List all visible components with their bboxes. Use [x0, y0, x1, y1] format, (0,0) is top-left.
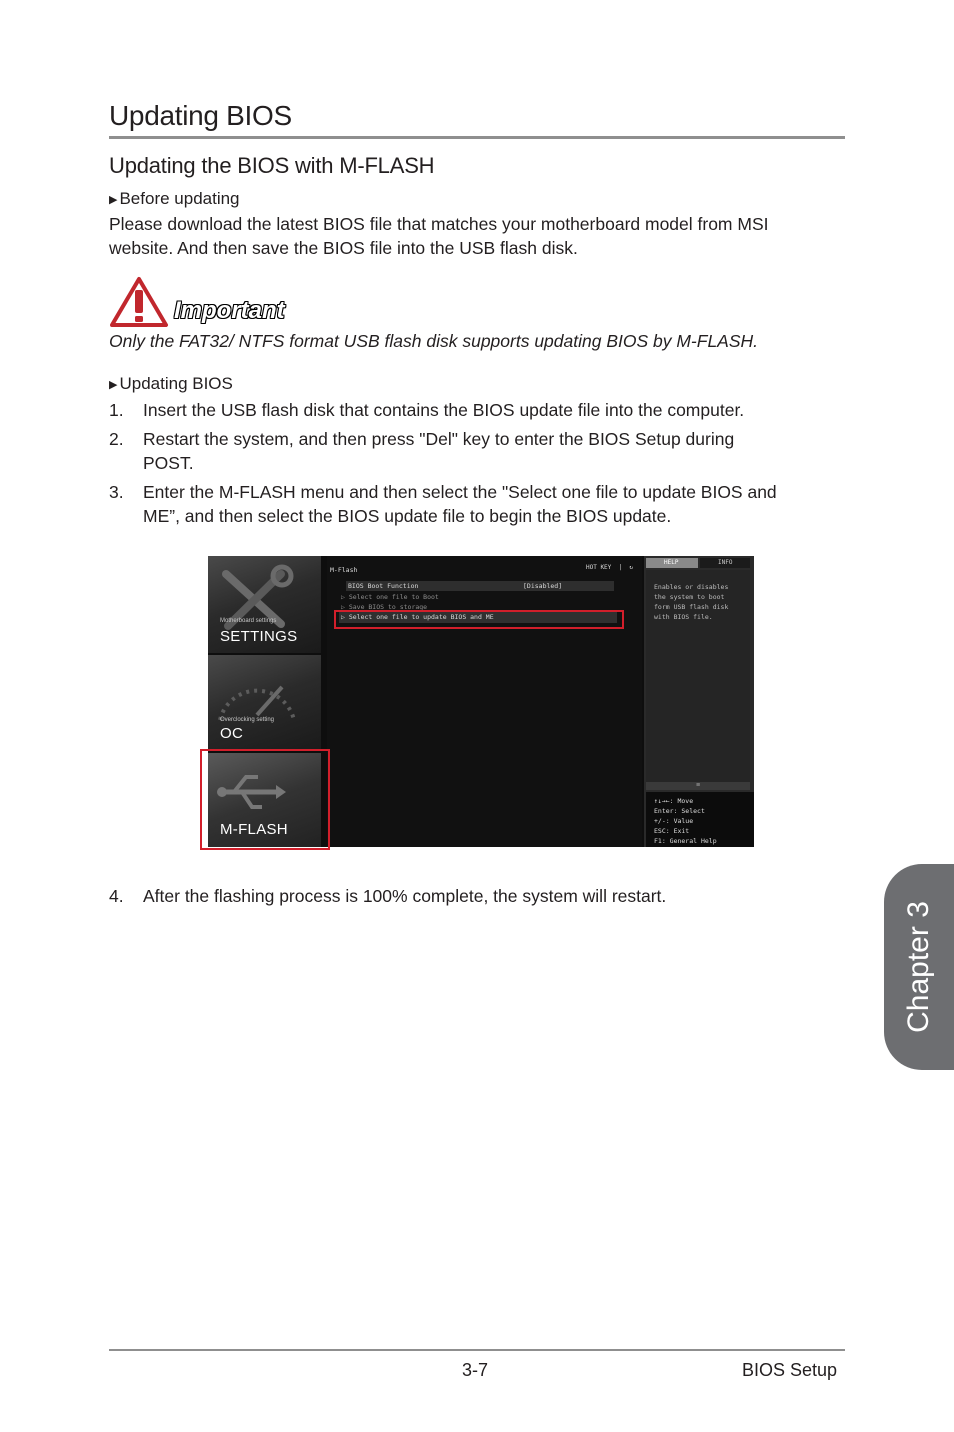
sidebar-item-oc — [208, 655, 321, 751]
help-panel — [644, 556, 754, 847]
menu-value: [Disabled] — [523, 582, 563, 590]
step-text-cont: ME”, and then select the BIOS update file to begin the BIOS update. — [143, 506, 672, 526]
menu-label: ▷ Select one file to update BIOS and ME — [341, 613, 494, 621]
sidebar-item-label: OC — [220, 725, 244, 742]
before-text-line1: Please download the latest BIOS file that matches your motherboard model from MSI — [109, 214, 769, 234]
before-updating-label: Before updating — [119, 189, 240, 208]
tab-help[interactable] — [646, 558, 698, 568]
sidebar-item-label: M-FLASH — [220, 821, 288, 838]
menu-label: BIOS Boot Function — [348, 582, 419, 590]
panel-title: M-Flash — [330, 566, 358, 574]
menu-row-select-boot[interactable]: ▷ Select one file to Boot — [341, 593, 439, 601]
key-legend — [646, 792, 754, 847]
important-note: Only the FAT32/ NTFS format USB flash disk supports updating BIOS by M-FLASH. — [109, 331, 759, 351]
sidebar-item-caption: Overclocking setting — [220, 717, 275, 723]
help-text-area — [646, 570, 750, 782]
chapter-tab — [884, 864, 954, 1070]
key-line: +/-: Value — [654, 817, 694, 825]
sidebar-item-caption: Motherboard settings — [220, 618, 277, 624]
step-number: 2. — [109, 429, 124, 449]
page-number: 3-7 — [462, 1360, 489, 1380]
step-text: Restart the system, and then press "Del" key to enter the BIOS Setup during — [143, 429, 735, 449]
step-text: Enter the M-FLASH menu and then select the "Select one file to update BIOS and — [143, 482, 777, 502]
tab-label: INFO — [718, 559, 733, 566]
updating-bios-heading — [109, 374, 233, 394]
help-line: form USB flash disk — [654, 603, 729, 611]
footer-section: BIOS Setup — [742, 1360, 838, 1380]
before-text-line2: website. And then save the BIOS file into the USB flash disk. — [109, 238, 578, 258]
hotkey-label[interactable]: HOT KEY | ↻ — [586, 564, 633, 571]
page-title: Updating BIOS — [109, 100, 292, 131]
warning-icon — [109, 276, 169, 328]
step-number: 4. — [109, 886, 124, 906]
step-number: 1. — [109, 400, 124, 420]
updating-bios-label: Updating BIOS — [119, 374, 233, 393]
sidebar-item-label: SETTINGS — [220, 628, 298, 645]
key-line: ↑↓→←: Move — [654, 797, 694, 805]
scroll-down-icon[interactable]: ≡ — [646, 782, 750, 790]
before-updating-heading — [109, 189, 240, 209]
section-title: Updating the BIOS with M-FLASH — [109, 153, 435, 178]
highlight-box — [334, 610, 624, 629]
tab-info[interactable] — [700, 558, 750, 568]
key-line: ESC: Exit — [654, 827, 690, 835]
menu-row-save-bios[interactable]: ▷ Save BIOS to storage — [341, 603, 428, 611]
m-flash-panel — [327, 556, 642, 847]
help-line: with BIOS file. — [654, 613, 713, 621]
menu-row-boot-function[interactable] — [346, 581, 614, 591]
chapter-tab-label: Chapter 3 — [902, 901, 935, 1033]
help-line: the system to boot — [654, 593, 725, 601]
step-text: Insert the USB flash disk that contains the BIOS update file into the computer. — [143, 400, 745, 420]
important-title: Important — [174, 297, 285, 324]
m-flash-highlight-box — [200, 749, 330, 850]
triangle-bullet-icon: ▶ — [109, 194, 118, 206]
step-text: After the flashing process is 100% complete, the system will restart. — [143, 886, 667, 906]
key-line: Enter: Select — [654, 807, 705, 815]
key-line: F1: General Help — [654, 837, 717, 845]
sidebar-item-settings — [208, 556, 321, 653]
triangle-bullet-icon: ▶ — [109, 379, 118, 391]
step-number: 3. — [109, 482, 124, 502]
footer-rule — [109, 1349, 845, 1351]
title-rule — [109, 136, 845, 139]
gauge-icon — [212, 665, 302, 725]
step-text-cont: POST. — [143, 453, 194, 473]
help-line: Enables or disables — [654, 583, 729, 591]
tab-label: HELP — [664, 559, 679, 566]
